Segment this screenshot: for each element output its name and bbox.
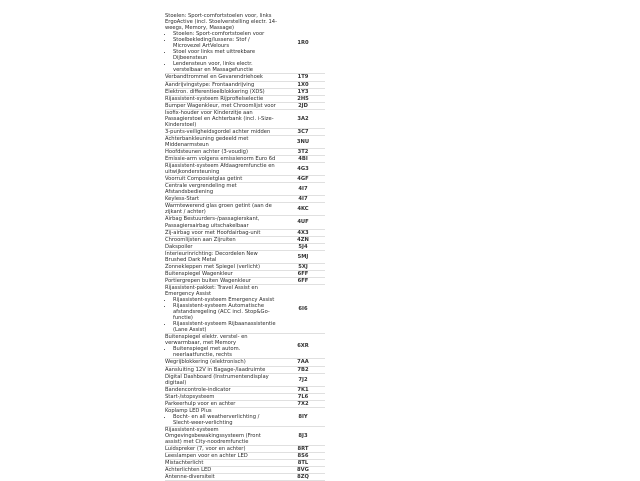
option-description [165,149,281,155]
option-text: Hoofdsteunen achter (3-voudig) [165,148,248,155]
option-text: Start-/stopsysteem [165,393,215,400]
option-text: Rijassistent-systeem Afdaagremfunctie en uitwijkondersteuning [165,163,275,176]
option-sub-list [165,297,277,333]
option-description [165,103,281,109]
option-description [165,387,281,393]
option-description [165,129,281,135]
option-text: Elektron. differentieelblokkering (XDS) [165,88,265,95]
option-row [165,244,325,251]
option-sub-item: • Buitenspiegel met autom. neerlaatfunctie, rechts [173,346,277,358]
option-text: Mistachterlicht [165,460,204,467]
option-description [165,230,281,236]
option-description [165,163,281,175]
option-code: 7K1 [297,386,309,393]
option-code: 4ZN [297,236,309,243]
option-description [165,278,281,284]
option-description [165,374,281,386]
option-text: Bandencontrole-indicator [165,386,231,393]
option-text: Portiergrepen buiten Wagenkleur [165,277,251,284]
option-text: Centrale vergrendeling met Afstandsbediening [165,183,237,196]
option-code: 8IY [298,413,308,420]
option-code: 3C7 [297,128,309,135]
option-text: Achterbankleuning gedeeld met Middenarmsteun [165,135,249,148]
option-row [165,401,325,408]
option-code: 3NU [296,138,310,145]
option-code: 8S6 [297,453,309,460]
option-code: 3T2 [297,148,309,155]
option-code: 4X3 [297,229,309,236]
option-text: Airbag Bestuurders-/passagierskant, Passagiersairbag uitschakelbaar [165,216,260,229]
option-text: Stoelen: Sport-comfortstoelen voor, links ErgoActive (incl. Stoelverstelling electr. 14-weegs, Memory, Massage) [165,13,277,32]
option-code: 1X0 [297,81,309,88]
option-code: 4I7 [298,186,308,193]
option-description [165,237,281,243]
option-description [165,453,281,459]
option-text: Aandrijvingstype: Frontaandrijving [165,81,255,88]
option-code: 6FF [297,270,309,277]
option-text: Dakspoiler [165,243,193,250]
option-code: 1Y3 [297,88,309,95]
option-description [165,285,281,333]
option-row [165,374,325,387]
option-row [165,237,325,244]
option-row [165,334,325,359]
option-description [165,96,281,102]
option-description [165,446,281,452]
option-text: Antenne-diversiteit [165,474,215,481]
option-text: Zij-airbag voor met Hoofdairbag-unit [165,229,261,236]
option-code: 4GF [297,176,309,183]
option-description [165,359,281,365]
option-description [165,82,281,88]
option-sub-item: • Stoelen: Sport-comfortstoelen voor [173,31,277,37]
option-row [165,216,325,229]
option-row [165,387,325,394]
option-description [165,244,281,250]
option-row [165,264,325,271]
option-text: Leeslampen voor en achter LED [165,453,248,460]
option-code: 4UF [297,219,309,226]
option-description [165,74,281,80]
option-row [165,278,325,285]
option-row [165,183,325,196]
option-text: Keyless-Start [165,196,199,203]
option-description [165,460,281,466]
option-code: 1R0 [297,40,309,47]
option-description [165,271,281,277]
option-row [165,82,325,89]
option-description [165,467,281,473]
option-description [165,110,281,128]
option-text: 3-punts-veiligheidsgordel achter midden [165,128,271,135]
option-text: Rijassistent-systeem Rijprofielselectie [165,95,264,102]
option-text: Rijassistent-pakket: Travel Assist en Emergency Assist [165,284,258,297]
option-row [165,196,325,203]
option-code: 2JD [298,102,308,109]
option-code: 7J2 [298,376,308,383]
option-code: 4KC [297,206,309,213]
option-row [165,13,325,74]
option-text: Achterlichten LED [165,467,212,474]
option-sub-item: • Stoelbekleding/lussens: Stof / Microvezel ArtVelours [173,37,277,49]
option-row [165,271,325,278]
option-row [165,367,325,374]
option-text: Buitenspiegel Wagenkleur [165,270,233,277]
option-row [165,460,325,467]
option-description [165,427,281,445]
option-code: 4BI [298,156,308,163]
option-row [165,96,325,103]
option-text: Zonnekleppen met Spiegel (verlicht) [165,263,261,270]
option-code: 8J3 [298,433,308,439]
option-description [165,408,281,426]
option-code: 6XR [297,343,309,350]
option-row [165,251,325,264]
option-text: Aansluiting 12V in Bagage-/laadruimte [165,366,266,373]
option-description [165,196,281,202]
option-description [165,264,281,270]
option-text: Buitenspiegel elektr. verstel- en verwarmbaar, met Memory [165,334,248,347]
option-sub-item: • Lendensteun voor, links electr. verstelbaar en Massagefunctie [173,61,277,73]
option-description [165,474,281,480]
option-description [165,203,281,215]
option-row [165,359,325,366]
option-text: Digital Dashboard (Instrumentendisplay digitaal) [165,373,269,386]
option-row [165,103,325,110]
option-description [165,216,281,228]
option-text: Rijassistent-systeem Omgevingsbewakingssysteem (Front assist) met City-noodremfunctie [165,426,261,446]
option-description [165,176,281,182]
option-text: Wegrijblokkering (elektronisch) [165,359,246,366]
option-description [165,136,281,148]
option-code: 7L6 [297,393,309,400]
option-code: 7AA [297,359,309,366]
option-row [165,446,325,453]
option-sub-item: • Rijassistent-systeem Rijbaanassistentie (Lane Assist) [173,321,277,333]
option-row [165,156,325,163]
option-text: Isofix-houder voor Kinderzitje aan Passagierstoel en Achterbank (incl. i-Size-Kinderstoel) [165,109,274,128]
option-sub-list [165,346,277,358]
option-sub-list [165,31,277,73]
option-row [165,129,325,136]
option-code: 8RT [297,446,309,453]
option-code: 7B2 [297,366,309,373]
option-code: 6FF [297,277,309,284]
option-description [165,334,281,358]
option-code: 8ZQ [297,474,309,481]
option-code: 5J4 [298,243,308,250]
option-row [165,427,325,446]
option-description [165,251,281,263]
option-row [165,110,325,129]
option-code: 5XJ [298,263,308,270]
option-description [165,89,281,95]
option-row [165,467,325,474]
option-row [165,230,325,237]
option-row [165,89,325,96]
option-row [165,163,325,176]
option-description [165,156,281,162]
option-code: 8VG [297,467,309,474]
option-description [165,183,281,195]
option-row [165,176,325,183]
option-row [165,453,325,460]
option-description [165,367,281,373]
option-code: 4G3 [297,166,309,173]
option-row [165,149,325,156]
option-row [165,203,325,216]
option-code: 2H5 [297,95,309,102]
option-description [165,13,281,73]
option-description [165,401,281,407]
option-row [165,136,325,149]
option-code: 7X2 [297,400,309,407]
option-sub-item: • Rijassistent-systeem Emergency Assist [173,297,277,303]
option-text: Koplamp LED Plus [165,407,212,414]
option-text: Parkeerhulp voor en achter [165,400,236,407]
option-text: Verbandtrommel en Gevarendriehoek [165,74,263,81]
option-code: 3A2 [297,115,309,122]
option-text: Bumper Wagenkleur, met Chroomlijst voor [165,102,276,109]
option-text: Warmtewerend glas groen getint (aan de zijkant / achter) [165,203,272,216]
option-description [165,394,281,400]
option-code: 8TL [297,460,309,467]
option-code: 4I7 [298,196,308,203]
option-list [165,13,325,481]
option-code: 1T9 [297,74,309,81]
option-text: Emissie-arm volgens emissienorm Euro 6d [165,156,276,163]
option-sub-item: • Rijassistent-systeem Automatische afstandsregeling (ACC incl. Stop&Go-functie) [173,303,277,321]
option-sub-item: • Bocht- en all weatherverlichting / Slecht-weer-verlichting [173,414,277,426]
option-text: Interieurinrichting: Decordelen New Brushed Dark Metal [165,250,258,263]
option-sub-list [165,414,277,426]
option-row [165,408,325,427]
option-text: Luidspreker (7, voor en achter) [165,446,246,453]
option-code: 5MJ [297,253,309,260]
option-row [165,285,325,334]
option-text: Voorruit Composietglas getint [165,176,243,183]
option-row [165,74,325,81]
option-code: 6I6 [298,306,308,313]
option-row [165,394,325,401]
option-text: Chroomlijsten aan Zijruiten [165,236,236,243]
option-sub-item: • Stoel voor links met uittrekbare Dijbeensteun [173,49,277,61]
